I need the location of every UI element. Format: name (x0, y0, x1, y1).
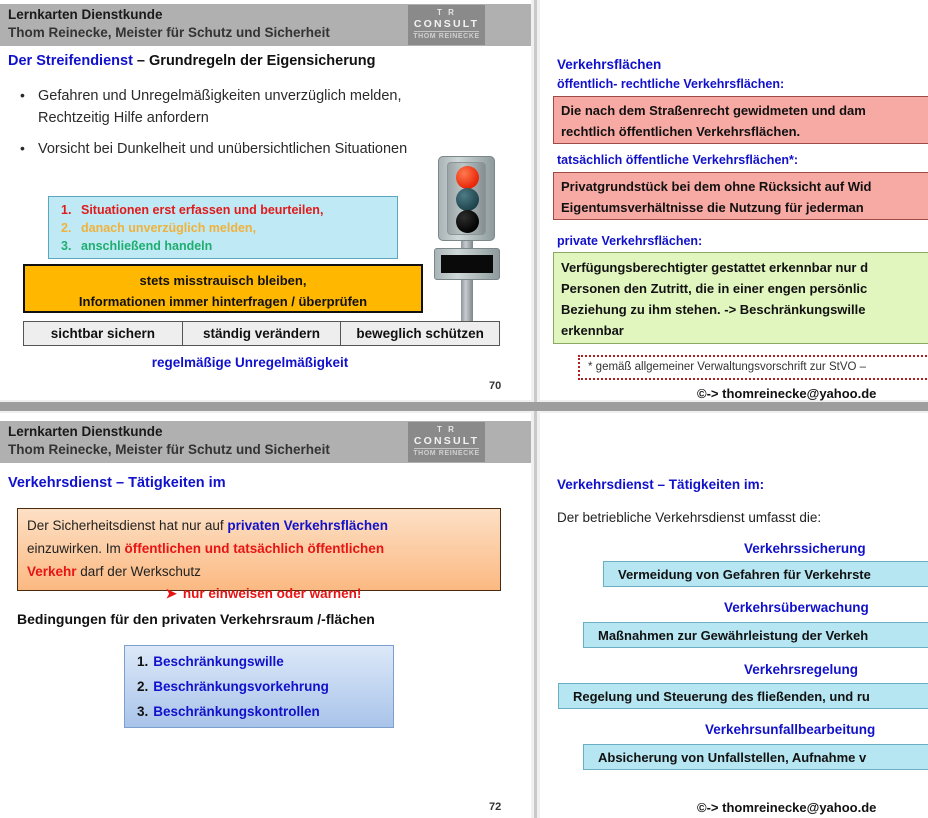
traffic-light-icon (432, 156, 502, 331)
page-title: Verkehrsdienst – Tätigkeiten im: (557, 477, 765, 492)
traffic-light-red-lamp (456, 166, 479, 189)
section-bar-text: Maßnahmen zur Gewährleistung der Verkeh (598, 627, 869, 643)
header-subtitle: Thom Reinecke, Meister für Schutz und Sicherheit (8, 25, 330, 40)
header-subtitle: Thom Reinecke, Meister für Schutz und Sicherheit (8, 442, 330, 457)
copyright-notice: ©-> thomreinecke@yahoo.de (697, 800, 877, 815)
callout-text-plain: einzuwirken. Im (27, 541, 125, 556)
steps-box (48, 196, 398, 259)
label-tatsaechlich-oeffentliche: tatsächlich öffentliche Verkehrsflächen*: (557, 153, 799, 167)
conditions-box (124, 645, 394, 728)
section-bar-verkehrsregelung (558, 683, 928, 709)
logo-line-name: THOM REINECKE (413, 450, 480, 457)
page-number: 72 (489, 801, 502, 813)
condition-label: Beschränkungsvorkehrung (153, 679, 329, 694)
step-label: danach unverzüglich melden, (81, 221, 257, 235)
callout-text-blue: privaten Verkehrsflächen (227, 518, 388, 533)
principles-table (23, 321, 500, 346)
callout-line-2: Eigentumsverhältnisse die Nutzung für jederman (561, 200, 864, 215)
page-title-accent: Der Streifendienst (8, 53, 133, 69)
callout-line-2: Personen den Zutritt, die in einer engen persönlic (561, 281, 868, 296)
callout-line-4: erkennbar (561, 323, 624, 338)
section-bar-text: Regelung und Steuerung des fließenden, und ru (573, 688, 870, 704)
tr-consult-logo (408, 5, 485, 45)
logo-divider (414, 448, 479, 449)
condition-item-3 (137, 704, 320, 719)
section-bar-verkehrsunfallbearbeitung (583, 744, 928, 770)
copyright-notice: ©-> thomreinecke@yahoo.de (697, 386, 877, 401)
section-heading-verkehrsregelung: Verkehrsregelung (744, 662, 859, 677)
info-callout-verkehrsflaechen (17, 508, 501, 601)
callout-private-verkehrsflaechen (553, 252, 928, 344)
bullet-list (14, 85, 424, 169)
slide-caption: regelmäßige Unregelmäßigkeit (151, 355, 349, 370)
logo-line-consult: CONSULT (413, 18, 480, 30)
header-title: Lernkarten Dienstkunde (8, 7, 163, 22)
condition-label: Beschränkungswille (153, 654, 284, 669)
condition-label: Beschränkungskontrollen (153, 704, 320, 719)
section-heading-verkehrssicherung: Verkehrssicherung (744, 541, 866, 556)
page-title-rest: – Grundregeln der Eigensicherung (132, 53, 376, 69)
callout-text-plain: Der Sicherheitsdienst hat nur auf (27, 518, 228, 533)
traffic-light-pole (461, 232, 473, 331)
tr-consult-logo (408, 422, 485, 462)
condition-item-2 (137, 679, 329, 694)
logo-line-tr: T R (437, 8, 456, 17)
condition-number: 3. (137, 704, 149, 719)
table-cell: sichtbar sichern (24, 322, 183, 345)
section-bar-verkehrsueberwachung (583, 622, 928, 648)
list-item: • Vorsicht bei Dunkelheit und unübersichtlichen Situationen (14, 138, 424, 160)
callout-emphasis-line (27, 586, 500, 602)
section-heading-verkehrsueberwachung: Verkehrsüberwachung (724, 600, 869, 615)
step-number: 3. (61, 239, 72, 253)
slide-header-bar (0, 4, 531, 46)
section-bar-verkehrssicherung (603, 561, 928, 587)
step-label: Situationen erst erfassen und beurteilen, (81, 203, 324, 217)
logo-divider (414, 31, 479, 32)
label-oeffentlich-rechtliche: öffentlich- rechtliche Verkehrsflächen: (557, 77, 785, 91)
callout-text-red: öffentlichen und tatsächlich öffentlichen (124, 541, 385, 556)
traffic-light-amber-lamp (456, 188, 479, 211)
slide-header-bar (0, 421, 531, 463)
warning-line-2: Informationen immer hinterfragen / überprüfen (78, 294, 368, 309)
footnote-box (578, 355, 928, 380)
step-item-1 (61, 203, 323, 217)
callout-line-2: rechtlich öffentlichen Verkehrsflächen. (561, 124, 801, 139)
intro-text: Der betriebliche Verkehrsdienst umfasst die: (557, 510, 822, 525)
callout-line-1 (27, 514, 500, 537)
page-number: 70 (489, 380, 502, 392)
panel-horizontal-divider (0, 402, 928, 411)
section-bar-text: Absicherung von Unfallstellen, Aufnahme v (598, 749, 867, 765)
traffic-light-head (438, 156, 495, 241)
panel-horizontal-divider-inner (0, 402, 928, 411)
traffic-light-sign (434, 248, 500, 280)
slide-page-70[interactable] (0, 0, 531, 400)
traffic-light-sign-face (441, 255, 493, 273)
callout-line-1: Die nach dem Straßenrecht gewidmeten und dam (561, 103, 866, 118)
table-cell: ständig verändern (183, 322, 342, 345)
footnote-text: * gemäß allgemeiner Verwaltungsvorschrift zur StVO – (588, 361, 867, 373)
step-label: anschließend handeln (81, 239, 213, 253)
callout-text-plain: darf der Werkschutz (76, 564, 201, 579)
traffic-light-housing (447, 162, 486, 235)
callout-emphasis-text: nur einweisen oder warnen! (182, 586, 362, 601)
condition-number: 1. (137, 654, 149, 669)
callout-line-2 (27, 537, 500, 560)
callout-oeffentlich-rechtliche (553, 96, 928, 144)
callout-line-1: Privatgrundstück bei dem ohne Rücksicht auf Wid (561, 179, 872, 194)
arrow-bullet-icon: ➤ (165, 586, 177, 601)
warning-line-1: stets misstrauisch bleiben, (139, 273, 307, 288)
section-bar-text: Vermeidung von Gefahren für Verkehrste (618, 566, 871, 582)
section-heading-verkehrsunfallbearbeitung: Verkehrsunfallbearbeitung (705, 722, 876, 737)
callout-line-3 (27, 560, 500, 583)
table-cell: beweglich schützen (356, 326, 484, 341)
page-title (8, 53, 375, 69)
callout-line-3: Beziehung zu ihm stehen. -> Beschränkungswille (561, 302, 866, 317)
traffic-light-green-lamp (456, 210, 479, 233)
condition-number: 2. (137, 679, 149, 694)
condition-item-1 (137, 654, 284, 669)
label-private-verkehrsflaechen: private Verkehrsflächen: (557, 234, 703, 248)
section-heading-verkehrsflaechen: Verkehrsflächen (557, 57, 662, 72)
step-item-3 (61, 239, 212, 253)
callout-tatsaechlich-oeffentliche (553, 172, 928, 220)
step-item-2 (61, 221, 256, 235)
list-item: • Gefahren und Unregelmäßigkeiten unverzüglich melden, Rechtzeitig Hilfe anfordern (14, 85, 424, 129)
step-number: 1. (61, 203, 72, 217)
step-number: 2. (61, 221, 72, 235)
page-title: Verkehrsdienst – Tätigkeiten im (8, 475, 226, 491)
logo-line-name: THOM REINECKE (413, 33, 480, 40)
logo-line-consult: CONSULT (413, 435, 480, 447)
header-title: Lernkarten Dienstkunde (8, 424, 163, 439)
logo-line-tr: T R (437, 425, 456, 434)
subheading-bedingungen: Bedingungen für den privaten Verkehrsraum /-flächen (17, 611, 375, 627)
callout-text-red: Verkehr (27, 564, 77, 579)
warning-callout (23, 264, 423, 313)
callout-line-1: Verfügungsberechtigter gestattet erkennbar nur d (561, 260, 869, 275)
